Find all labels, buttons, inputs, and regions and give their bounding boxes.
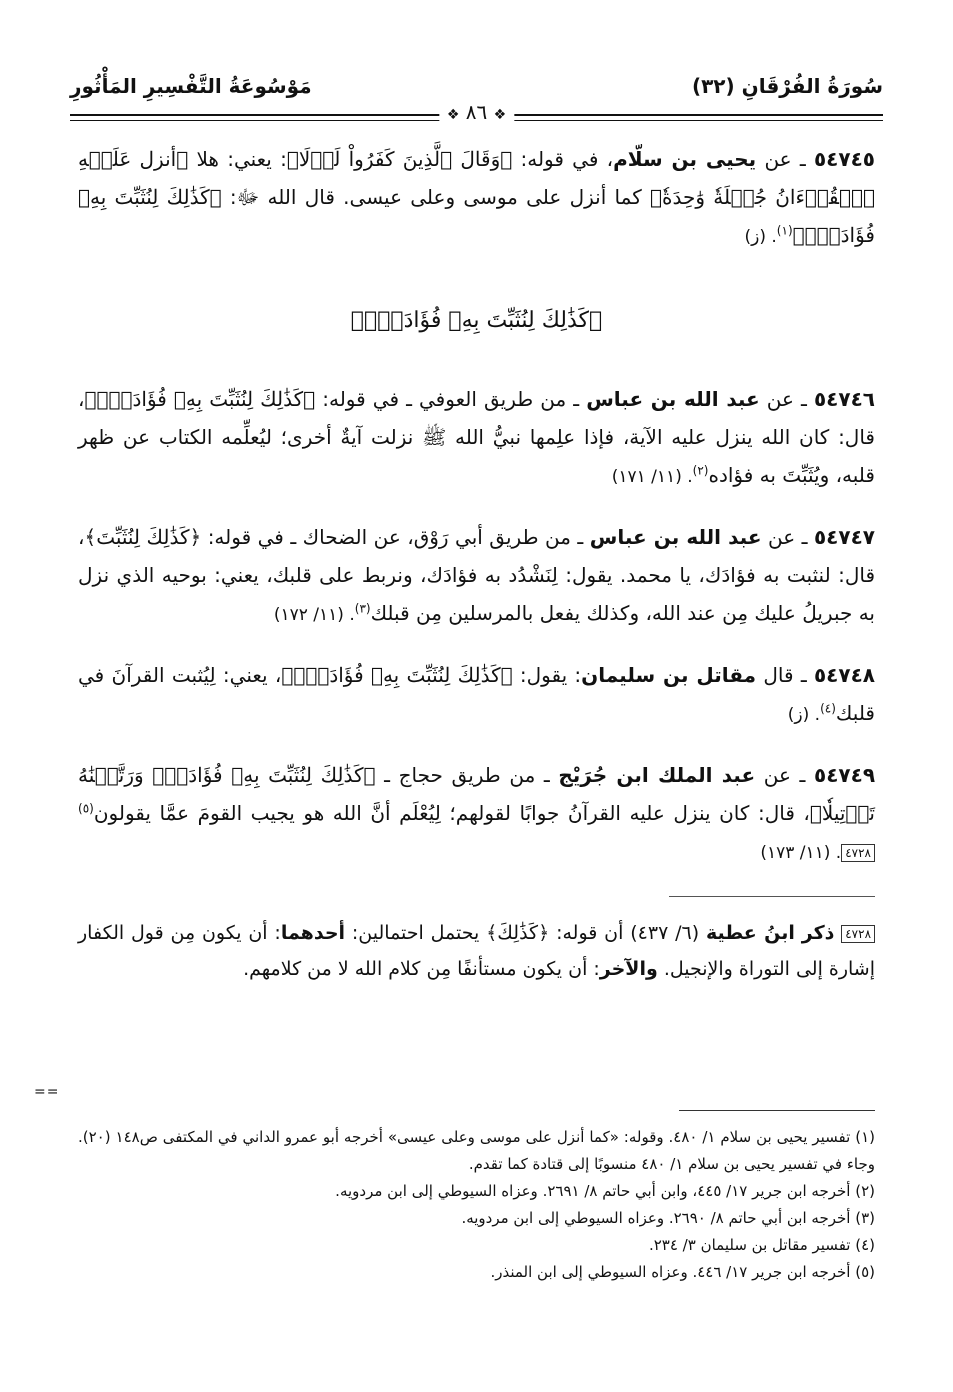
footnote-marker[interactable]: (٤)	[820, 701, 836, 716]
footnote: (٢) أخرجه ابن جرير ١٧/ ٤٤٥، وابن أبي حاتم ٨/ ٢٦٩١. وعزاه السيوطي إلى ابن مردويه.	[335, 1182, 875, 1200]
narrator: يحيى بن سلّام	[613, 147, 757, 171]
footnote-marker[interactable]: (٢)	[692, 463, 709, 478]
footnote-marker[interactable]: (١)	[776, 223, 793, 238]
footnote: (١) تفسير يحيى بن سلام ١/ ٤٨٠. وقوله: «كما أنزل على موسى وعلى عيسى» أخرجه أبو عمرو الداني في المكتفى ص١٤٨ (٢٠). وجاء في تفسير يحيى بن سلام ١/ ٤٨٠ منسوبًا إلى قتادة كما تقدم.	[78, 1128, 875, 1173]
footnote: (٣) أخرجه ابن أبي حاتم ٨/ ٢٦٩٠. وعزاه السيوطي إلى ابن مردويه.	[461, 1209, 875, 1227]
note-separator	[669, 896, 875, 897]
ornament-icon: ❖	[493, 107, 507, 123]
quran-verse: ﴿كَذَٰلِكَ لِنُثَبِّتَ﴾	[84, 525, 202, 549]
main-text	[78, 140, 875, 987]
footnote: (٥) أخرجه ابن جرير ١٧/ ٤٤٦. وعزاه السيوطي إلى ابن المنذر.	[490, 1263, 875, 1281]
entry-54746: ٥٤٧٤٦ ـ عن عبد الله بن عباس ـ من طريق العوفي ـ في قوله: ﴿كَذَٰلِكَ لِنُثَبِّتَ بِهِۦ فُؤَادَكَۖ﴾، قال: كان الله ينزل عليه الآية، فإذا علِمها نبيُّ الله ﷺ نزلت آيةٌ أخرى؛ ليُعلِّمه الكتاب عن ظهر قلبه، ويُثَبِّتَ به فؤاده$^{(٢)}$. (١١/ ١٧١)	[78, 387, 876, 487]
footnote-separator	[679, 1110, 875, 1111]
narrator: مقاتل بن سليمان	[581, 663, 757, 687]
page-number: ❖ ٨٦ ❖	[439, 100, 514, 124]
reference: . (ز)	[744, 227, 777, 247]
reference: . (١١/ ١٧٢)	[273, 605, 355, 625]
quran-verse: ﴿كَذَٰلِكَ لِنُثَبِّتَ بِهِۦ فُؤَادَكَۖ﴾	[84, 387, 316, 411]
narrator: عبد الله بن عباس	[586, 387, 760, 411]
entry-54749: ٥٤٧٤٩ ـ عن عبد الملك ابن جُرَيْج ـ من طريق حجاج ـ ﴿كَذَٰلِكَ لِنُثَبِّتَ بِهِۦ فُؤَادَكَۖ وَرَتَّلۡنَٰهُ تَرۡتِيلٗا﴾، قال: كان ينزل عليه القرآنُ جوابًا لقولهم؛ لِيُعْلَم أنَّ الله هو يجيب القومَ عمَّا يقولون$^{(٥)}$٤٧٢٨. (١١/ ١٧٣)	[78, 763, 876, 863]
quran-verse: ﴿كَذَٰلِكَ﴾	[486, 922, 550, 944]
entry-54748: ٥٤٧٤٨ ـ قال مقاتل بن سليمان: يقول: ﴿كَذَٰلِكَ لِنُثَبِّتَ بِهِۦ فُؤَادَكَۖ﴾، يعني: لِيُثبت القرآنَ في قلبك$^{(٤)}$. (ز)	[78, 663, 876, 725]
page-header	[70, 70, 883, 126]
quran-verse: ﴿وَقَالَ ٱلَّذِينَ كَفَرُواْ لَوۡلَا﴾	[286, 147, 513, 171]
narrator: عبد الملك ابن جُرَيْج	[558, 763, 756, 787]
reference: . (ز)	[787, 705, 821, 725]
narrator: عبد الله بن عباس	[589, 525, 762, 549]
entry-54745: ٥٤٧٤٥ ـ عن يحيى بن سلّام، في قوله: ﴿وَقَالَ ٱلَّذِينَ كَفَرُواْ لَوۡلَا﴾: يعني: هلا ﴿أنزل عَلَيۡهِ ٱلۡقُرۡءَانُ جُمۡلَةٗ وَٰحِدَةٗ﴾ كما أنزل على موسى وعلى عيسى. قال الله ﷻ: ﴿كَذَٰلِكَ لِنُثَبِّتَ بِهِۦ فُؤَادَكَۖ﴾$^{(١)}$. (ز)	[78, 147, 876, 247]
entry-54747: ٥٤٧٤٧ ـ عن عبد الله بن عباس ـ من طريق أبي رَوْق، عن الضحاك ـ في قوله: ﴿كَذَٰلِكَ لِنُثَبِّتَ﴾، قال: لنثبت به فؤادَك، يا محمد. يقول: لِنَشْدُد به فؤادَك، ونربط على قلبك، يعني: بوحيه الذي نزل به جبريلُ عليك مِن عند الله، وكذلك يفعل بالمرسلين مِن قبلك$^{(٣)}$. (١١/ ١٧٢)	[78, 525, 875, 625]
reference: . (١١/ ١٧١)	[611, 467, 693, 487]
section-heading: ﴿كَذَٰلِكَ لِنُثَبِّتَ بِهِۦ فُؤَادَكَۖ﴾	[350, 308, 603, 333]
footnotes	[78, 1124, 875, 1286]
footnote-marker[interactable]: (٥)	[78, 801, 94, 816]
quran-verse: ﴿كَذَٰلِكَ لِنُثَبِّتَ بِهِۦ فُؤَادَكَۖ﴾	[78, 185, 875, 247]
surah-title: سُورَةُ الفُرْقَانِ (٣٢)	[691, 74, 883, 98]
commentary-box-ref[interactable]: ٤٧٢٨	[841, 844, 875, 862]
commentary-box-number: ٤٧٢٨	[841, 925, 875, 943]
margin-mark: ==	[34, 1084, 60, 1100]
commentary-note: ٤٧٢٨ ذكر ابنُ عطية (٦/ ٤٣٧) أن قوله: ﴿كَذَٰلِكَ﴾ يحتمل احتمالين: أحدهما: أن يكون مِن قول الكفار إشارة إلى التوراة والإنجيل. والآخر: أن يكون مستأنفًا مِن كلام الله لا من كلامهم.	[78, 922, 875, 980]
footnote-marker[interactable]: (٣)	[354, 601, 371, 616]
quran-verse: ﴿كَذَٰلِكَ لِنُثَبِّتَ بِهِۦ فُؤَادَكَۖ﴾	[281, 663, 513, 687]
reference: . (١١/ ١٧٣)	[760, 843, 842, 863]
quran-verse: ﴿أنزل عَلَيۡهِ ٱلۡقُرۡءَانُ جُمۡلَةٗ وَٰحِدَةٗ﴾	[78, 147, 876, 209]
quran-verse: ﴿كَذَٰلِكَ لِنُثَبِّتَ بِهِۦ فُؤَادَكَۖ وَرَتَّلۡنَٰهُ تَرۡتِيلٗا﴾	[78, 763, 875, 825]
ornament-icon: ❖	[446, 107, 460, 123]
scholar-name: ابنُ عطية	[706, 922, 795, 944]
footnote: (٤) تفسير مقاتل بن سليمان ٣/ ٢٣٤.	[648, 1236, 875, 1254]
book-title: مَوْسُوعَةُ التَّفْسِيرِ المَأْثُورِ	[70, 74, 312, 98]
